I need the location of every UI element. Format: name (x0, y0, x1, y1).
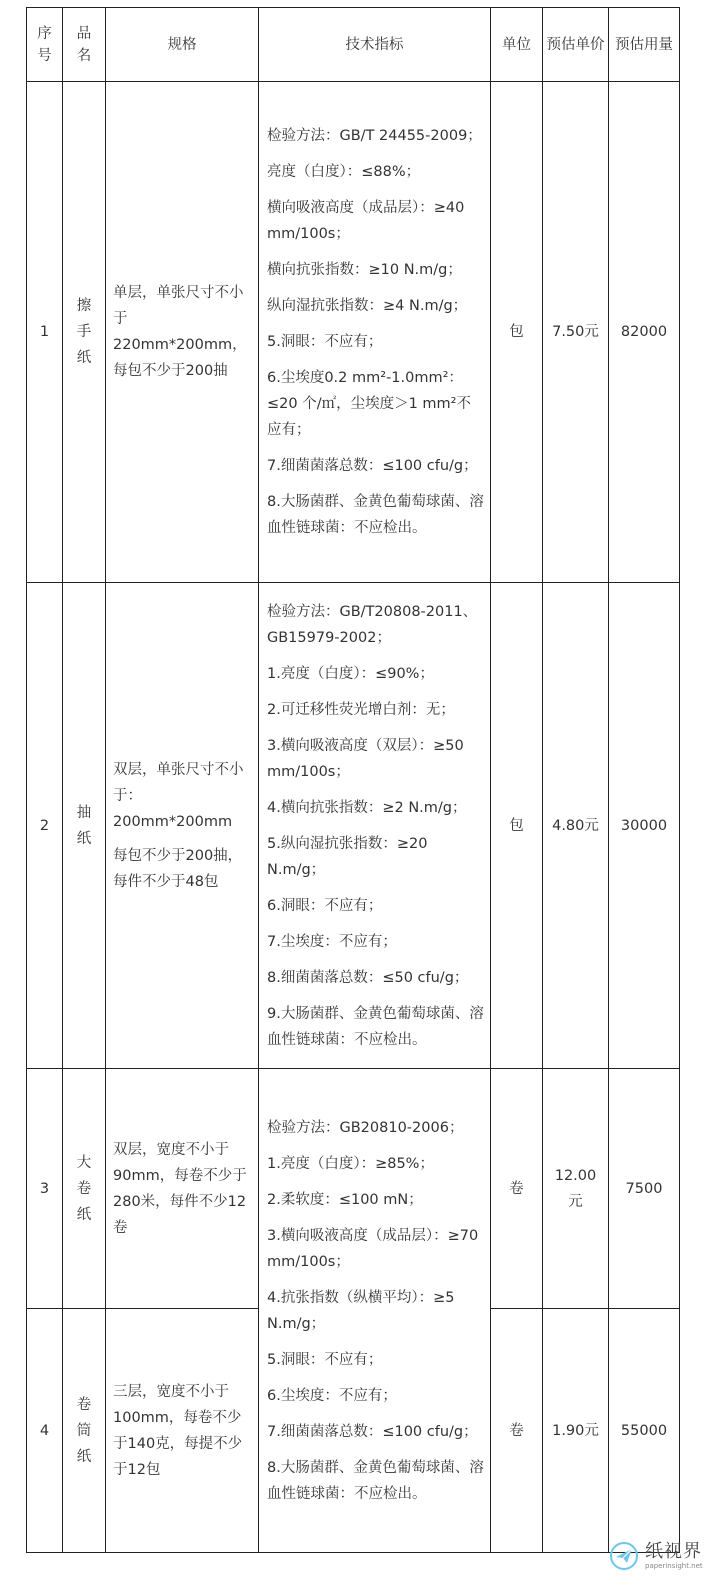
tech-item: 8.大肠菌群、金黄色葡萄球菌、溶血性链球菌：不应检出。 (267, 494, 484, 536)
quantity: 55000 (609, 1309, 680, 1553)
unit: 卷 (491, 1309, 543, 1553)
tech-item: 5.洞眼：不应有； (267, 334, 383, 350)
tech-item: 6.洞眼：不应有； (267, 897, 383, 914)
quantity: 30000 (609, 583, 680, 1069)
tech-item: 6.尘埃度：不应有； (267, 1387, 397, 1404)
table-row (27, 1069, 680, 1309)
product-spec: 三层，宽度不小于100mm，每卷不少于140克，每提不少于12包 (106, 1309, 259, 1553)
product-name: 擦 手 纸 (63, 82, 106, 583)
tech-item: 2.柔软度：≤100 mN； (267, 1191, 423, 1208)
tech-item: 5.洞眼：不应有； (267, 1351, 383, 1368)
tech-item: 横向吸液高度（成品层）：≥40 mm/100s； (267, 200, 465, 242)
tech-item: 7.细菌菌落总数：≤100 cfu/g； (267, 458, 478, 474)
row-index: 3 (27, 1069, 63, 1309)
tech-item: 检验方法：GB/T 24455-2009； (267, 128, 482, 144)
product-name: 抽 纸 (63, 583, 106, 1069)
product-spec: 双层，单张尺寸不小于：200mm*200mm 每包不少于200抽，每件不少于48包 (106, 583, 259, 1069)
header-qty: 预估用量 (609, 8, 680, 82)
row-index: 1 (27, 82, 63, 583)
tech-item: 3.横向吸液高度（成品层）：≥70 mm/100s； (267, 1227, 479, 1270)
tech-item: 检验方法：GB/T20808-2011、GB15979-2002； (267, 603, 478, 646)
tech-indicators (259, 1069, 491, 1553)
unit: 包 (491, 583, 543, 1069)
watermark-en: paperinsight.net (645, 1561, 703, 1570)
tech-item: 7.细菌菌落总数：≤100 cfu/g； (267, 1423, 478, 1440)
site-watermark (609, 1538, 709, 1574)
tech-indicators (259, 583, 491, 1069)
procurement-table (26, 7, 680, 1553)
header-row (27, 8, 680, 82)
tech-item: 7.尘埃度：不应有； (267, 933, 397, 950)
header-name: 品名 (63, 8, 106, 82)
tech-item: 8.细菌菌落总数：≤50 cfu/g； (267, 969, 469, 986)
tech-item: 1.亮度（白度）：≤90%； (267, 665, 434, 682)
product-spec: 单层，单张尺寸不小于220mm*200mm，每包不少于200抽 (106, 82, 259, 583)
quantity: 82000 (609, 82, 680, 583)
table-row (27, 583, 680, 1069)
tech-item: 亮度（白度）：≤88%； (267, 164, 421, 180)
tech-item: 横向抗张指数：≥10 N.m/g； (267, 262, 462, 278)
tech-item: 8.大肠菌群、金黄色葡萄球菌、溶血性链球菌：不应检出。 (267, 1459, 484, 1502)
product-name: 卷 筒 纸 (63, 1309, 106, 1553)
tech-item: 6.尘埃度0.2 mm²-1.0mm²：≤20 个/㎡，尘埃度＞1 mm²不应有； (267, 370, 471, 438)
unit-price: 4.80元 (543, 583, 609, 1069)
header-tech: 技术指标 (259, 8, 491, 82)
tech-item: 1.亮度（白度）：≥85%； (267, 1155, 434, 1172)
table-row (27, 82, 680, 583)
row-index: 2 (27, 583, 63, 1069)
tech-item: 纵向湿抗张指数：≥4 N.m/g； (267, 298, 468, 314)
tech-item: 2.可迁移性荧光增白剂：无； (267, 701, 455, 718)
header-price: 预估单价 (543, 8, 609, 82)
tech-item: 9.大肠菌群、金黄色葡萄球菌、溶血性链球菌：不应检出。 (267, 1005, 484, 1048)
product-spec: 双层，宽度不小于90mm，每卷不少于280米，每件不少12卷 (106, 1069, 259, 1309)
unit-price: 7.50元 (543, 82, 609, 583)
paper-plane-logo-icon (609, 1541, 639, 1571)
tech-item: 4.横向抗张指数：≥2 N.m/g； (267, 799, 467, 816)
watermark-cn: 纸视界 (645, 1540, 702, 1562)
unit: 包 (491, 82, 543, 583)
unit-price: 12.00元 (543, 1069, 609, 1309)
unit: 卷 (491, 1069, 543, 1309)
header-unit: 单位 (491, 8, 543, 82)
tech-indicators (259, 82, 491, 583)
row-index: 4 (27, 1309, 63, 1553)
tech-item: 4.抗张指数（纵横平均）：≥5 N.m/g； (267, 1289, 455, 1332)
tech-item: 3.横向吸液高度（双层）：≥50 mm/100s； (267, 737, 464, 780)
header-spec: 规格 (106, 8, 259, 82)
unit-price: 1.90元 (543, 1309, 609, 1553)
product-name: 大 卷 纸 (63, 1069, 106, 1309)
tech-item: 检验方法：GB20810-2006； (267, 1119, 464, 1136)
quantity: 7500 (609, 1069, 680, 1309)
header-idx: 序号 (27, 8, 63, 82)
tech-item: 5.纵向湿抗张指数：≥20 N.m/g； (267, 835, 428, 878)
